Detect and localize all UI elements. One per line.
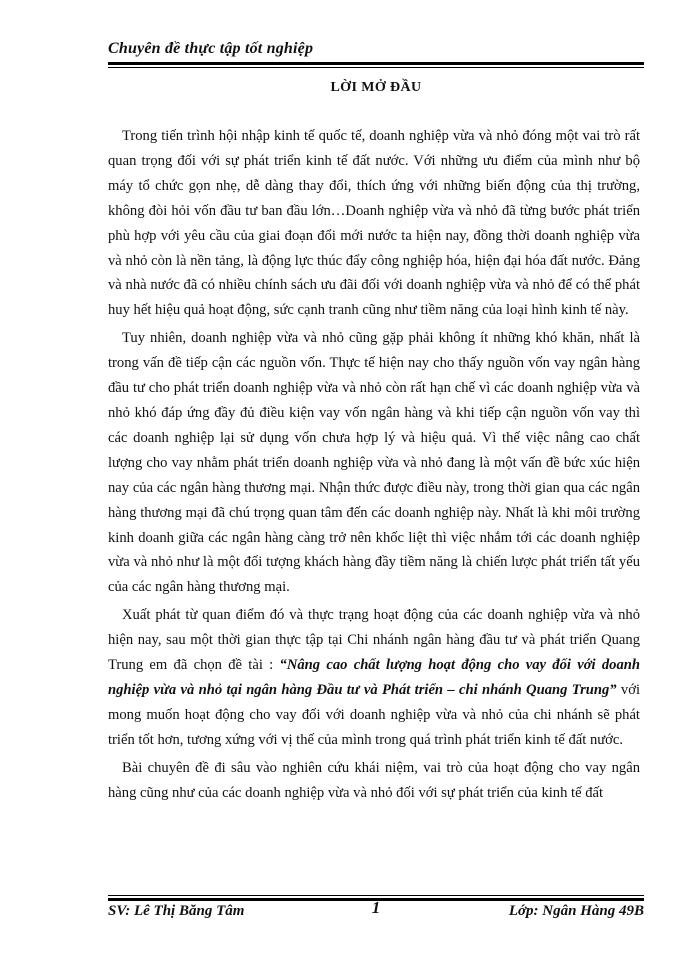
paragraph-3-intro: Xuất phát từ quan điểm đó và thực trạng hoạt động của các doanh nghiệp vừa và nhỏ hiện nay, sau một thời gian thực tập tại Chi nhánh ngân hàng đầu tư và phát triển Quang Trung em đã chọn đề tài : [108, 607, 640, 674]
footer-rule-thin [108, 895, 644, 896]
footer-class-name: Lớp: Ngân Hàng 49B [508, 903, 644, 919]
header-rule-thin [108, 67, 644, 68]
page-header [108, 38, 644, 64]
header-rule-thick [108, 62, 644, 65]
footer-student-name: SV: Lê Thị Băng Tâm [108, 903, 245, 919]
document-body [108, 124, 640, 808]
paragraph-3 [108, 603, 640, 752]
paragraph-1: Trong tiến trình hội nhập kinh tế quốc tế, doanh nghiệp vừa và nhỏ đóng một vai trò rất quan trọng đối với sự phát triển kinh tế đất nước. Với những ưu điểm của mình như bộ máy tổ chức gọn nhẹ, dễ dàng thay đổi, thích ứng với những biến động của thị trường, không đòi hỏi vốn đầu tư ban đầu lớn…Doanh nghiệp vừa và nhỏ đã từng bước phát triển phù hợp với yêu cầu của giai đoạn đổi mới nước ta hiện nay, đồng thời doanh nghiệp vừa và nhỏ còn là nền tảng, là động lực thúc đẩy công nghiệp hóa, hiện đại hóa đất nước. Đảng và nhà nước đã có nhiều chính sách ưu đãi đối với doanh nghiệp vừa và nhỏ để có thể phát huy hết hiệu quả hoạt động, sức cạnh tranh cũng như tiềm năng của loại hình kinh tế này. [108, 128, 640, 319]
paragraph-3-outro: với mong muốn hoạt động cho vay đối với doanh nghiệp vừa và nhỏ của chi nhánh sẽ phát triển tốt hơn, tương xứng với vị thế của mình trong quá trình phát triển kinh tế đất nước. [108, 681, 640, 748]
header-title: Chuyên đề thực tập tốt nghiệp [108, 40, 314, 57]
document-heading: LỜI MỞ ĐẦU [330, 80, 422, 95]
paragraph-2: Tuy nhiên, doanh nghiệp vừa và nhỏ cũng gặp phải không ít những khó khăn, nhất là trong vấn đề tiếp cận các nguồn vốn. Thực tế hiện nay cho thấy nguồn vốn vay ngân hàng đầu tư cho phát triển doanh nghiệp vừa và nhỏ còn rất hạn chế vì các doanh nghiệp vừa và nhỏ khó đáp ứng đầy đủ điều kiện vay vốn ngân hàng và khi tiếp cận nguồn vốn vay thì các doanh nghiệp lại sử dụng vốn chưa hợp lý và hiệu quả. Vì thế việc nâng cao chất lượng cho vay nhằm phát triển doanh nghiệp vừa và nhỏ đang là một vấn đề bức xúc hiện nay của các ngân hàng thương mại. Nhận thức được điều này, trong thời gian qua các ngân hàng thương mại đã chú trọng quan tâm đến các doanh nghiệp này. Nhất là khi môi trường kinh doanh giữa các ngân hàng càng trở nên khốc liệt thì việc nhắm tới các doanh nghiệp vừa và nhỏ như là một đối tượng khách hàng đầy tiềm năng là chiến lược phát triển tất yếu của các ngân hàng thương mại. [108, 330, 640, 596]
footer-page-number: 1 [371, 898, 381, 917]
page-footer [108, 895, 644, 925]
paragraph-4: Bài chuyên đề đi sâu vào nghiên cứu khái niệm, vai trò của hoạt động cho vay ngân hàng cũng như của các doanh nghiệp vừa và nhỏ đối với sự phát triển của kinh tế đất [108, 759, 640, 801]
thesis-topic: “Nâng cao chất lượng hoạt động cho vay đối với doanh nghiệp vừa và nhỏ tại ngân hàng Đầu tư và Phát triển – chi nhánh Quang Trung” [108, 657, 641, 698]
